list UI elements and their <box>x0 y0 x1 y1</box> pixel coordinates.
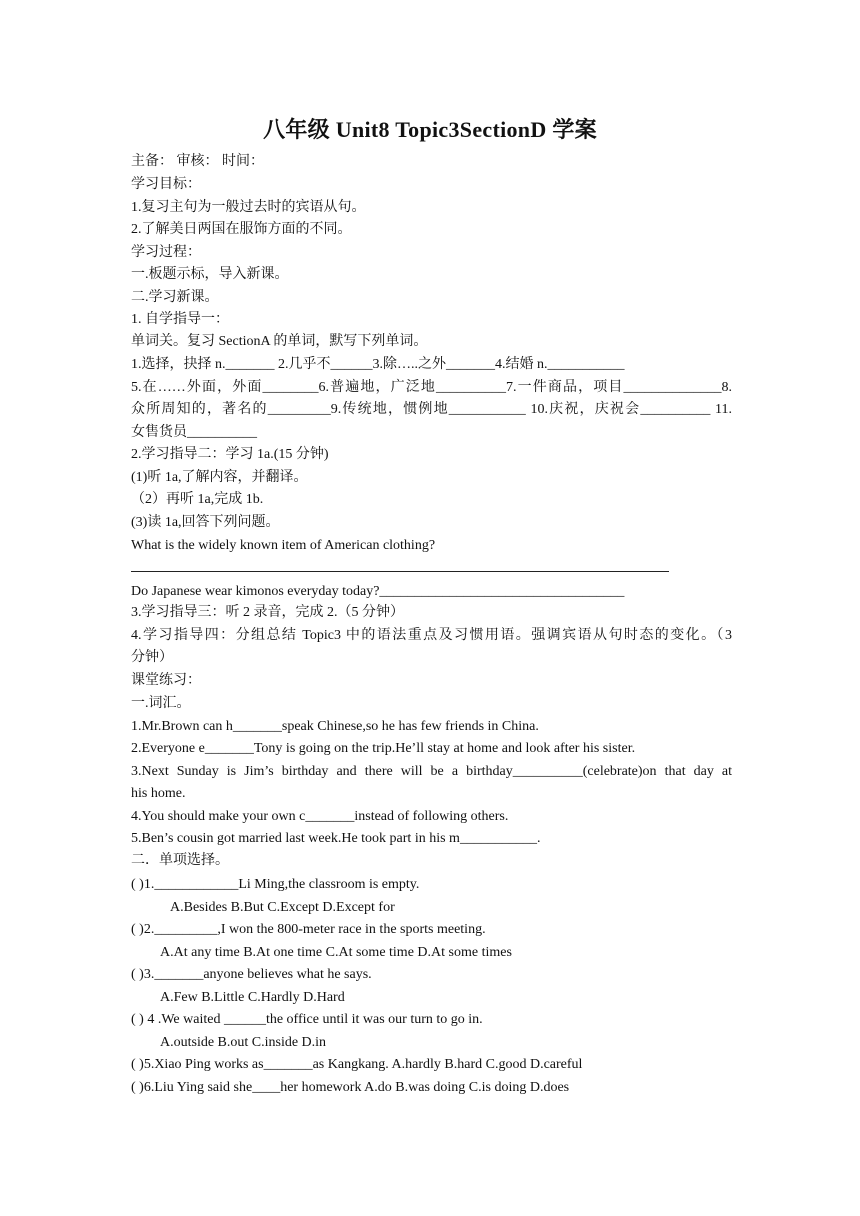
text-line: 1. 自学指导一： <box>131 312 229 327</box>
section-heading: 学习目标： <box>131 177 201 192</box>
exercise-line: 5.Ben’s cousin got married last week.He took part in his m___________. <box>131 831 541 846</box>
choice-options: A.Few B.Little C.Hardly D.Hard <box>160 990 345 1005</box>
text-line: (1)听 1a,了解内容，并翻译。 <box>131 470 308 485</box>
section-heading: 学习过程： <box>131 245 201 260</box>
section-heading: 一.词汇。 <box>131 696 191 711</box>
choice-question: ( )3._______anyone believes what he says. <box>131 967 372 982</box>
text-line: 单词关。复习 SectionA 的单词，默写下列单词。 <box>131 334 428 349</box>
question-line: What is the widely known item of American clothing? <box>131 538 436 553</box>
header-info: 主备： 审核： 时间： <box>131 154 264 169</box>
text-line: 1.复习主句为一般过去时的宾语从句。 <box>131 200 366 215</box>
text-line: (3)读 1a,回答下列问题。 <box>131 515 280 530</box>
choice-question: ( )6.Liu Ying said she____her homework A.do B.was doing C.is doing D.does <box>131 1080 570 1095</box>
exercise-line: 1.Mr.Brown can h_______speak Chinese,so he has few friends in China. <box>131 719 539 734</box>
choice-options: A.At any time B.At one time C.At some time D.At some times <box>160 945 512 960</box>
text-line: 一.板题示标，导入新课。 <box>131 267 289 282</box>
choice-options: A.Besides B.But C.Except D.Except for <box>170 900 395 915</box>
text-line: 2.学习指导二：学习 1a.(15 分钟) <box>131 447 329 462</box>
text-line: 分钟） <box>131 650 173 665</box>
text-line: 2.了解美日两国在服饰方面的不同。 <box>131 222 352 237</box>
choice-options: A.outside B.out C.inside D.in <box>160 1035 327 1050</box>
exercise-line: 3.Next Sunday is Jim’s birthday and there will be a birthday__________(celebrate)on that day at <box>131 764 732 779</box>
text-line: 4.学习指导四：分组总结 Topic3 中的语法重点及习惯用语。强调宾语从句时态的变化。（3 <box>131 628 732 643</box>
text-line: 二.学习新课。 <box>131 290 219 305</box>
exercise-line: his home. <box>131 786 186 801</box>
exercise-line: 2.Everyone e_______Tony is going on the trip.He’ll stay at home and look after his sister. <box>131 741 636 756</box>
page-title: 八年级 Unit8 Topic3SectionD 学案 <box>263 117 597 142</box>
choice-question: ( ) 4 .We waited ______the office until it was our turn to go in. <box>131 1012 483 1027</box>
answer-underline <box>131 571 669 572</box>
text-line: （2）再听 1a,完成 1b. <box>131 492 264 507</box>
section-heading: 二．单项选择。 <box>131 853 229 868</box>
text-line: 3.学习指导三：听 2 录音，完成 2.（5 分钟） <box>131 605 404 620</box>
vocab-fill-line: 女售货员__________ <box>131 425 257 440</box>
vocab-fill-line: 1.选择，抉择 n._______ 2.几乎不______3.除…..之外_______4.结婚 n.___________ <box>131 357 625 372</box>
question-line: Do Japanese wear kimonos everyday today?___________________________________ <box>131 584 625 599</box>
vocab-fill-line: 众所周知的，著名的_________9.传统地，惯例地___________ 10.庆祝，庆祝会__________ 11. <box>131 402 732 417</box>
exercise-line: 4.You should make your own c_______instead of following others. <box>131 809 509 824</box>
vocab-fill-line: 5.在……外面，外面________6.普遍地，广泛地__________7.一件商品，项目______________8. <box>131 380 732 395</box>
choice-question: ( )2._________,I won the 800-meter race in the sports meeting. <box>131 922 486 937</box>
choice-question: ( )5.Xiao Ping works as_______as Kangkang. A.hardly B.hard C.good D.careful <box>131 1057 583 1072</box>
section-heading: 课堂练习： <box>131 673 201 688</box>
choice-question: ( )1.____________Li Ming,the classroom is empty. <box>131 877 420 892</box>
